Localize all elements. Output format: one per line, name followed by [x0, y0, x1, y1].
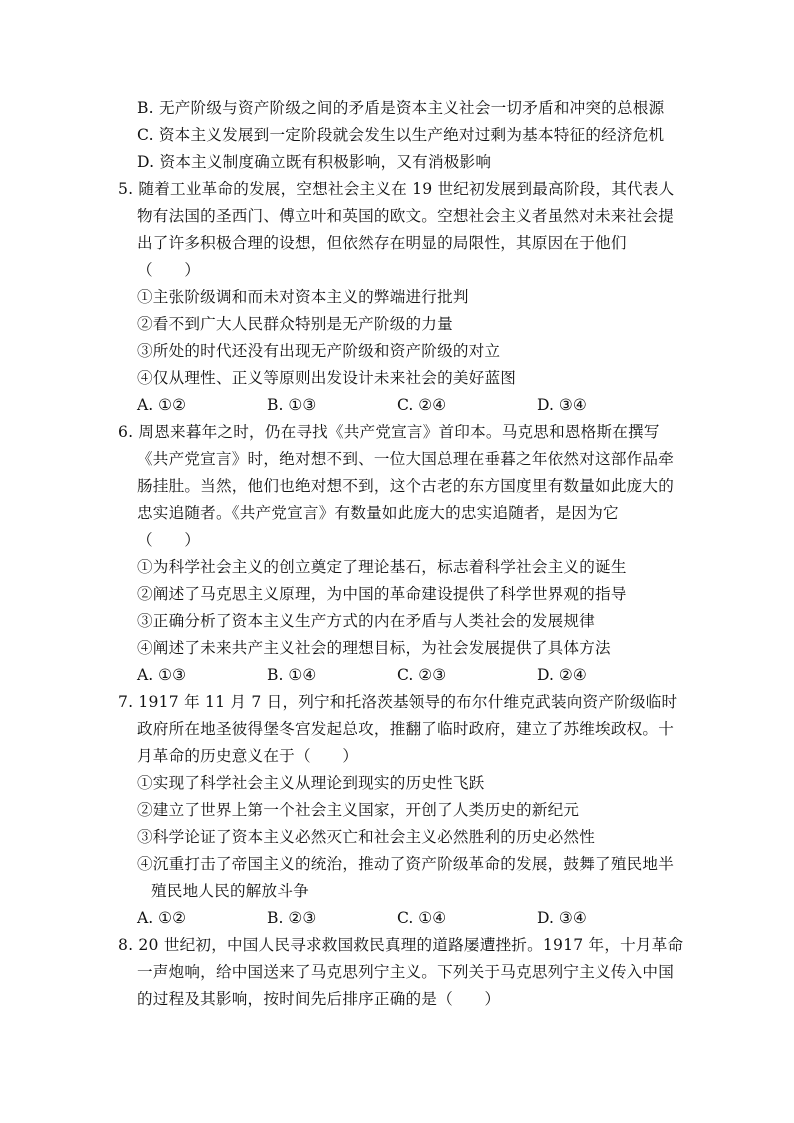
q8-stem-line-1: 8. 20 世纪初，中国人民寻求救国救民真理的道路屡遭挫折。1917 年，十月革命 — [118, 936, 684, 954]
q6-item-2: ②阐述了马克思主义原理，为中国的革命建设提供了科学世界观的指导 — [137, 585, 627, 603]
q7-item-2: ②建立了世界上第一个社会主义国家，开创了人类历史的新纪元 — [137, 801, 580, 819]
q5-item-1: ①主张阶级调和而未对资本主义的弊端进行批判 — [137, 288, 469, 306]
q6-choice-b: B. ①④ — [267, 666, 317, 684]
q7-item-4-continued: 殖民地人民的解放斗争 — [151, 882, 309, 900]
q5-choices — [137, 395, 597, 415]
q6-choice-d: D. ②④ — [537, 666, 587, 684]
q5-choice-c: C. ②④ — [397, 396, 447, 414]
q7-stem-line-1: 7. 1917 年 11 月 7 日，列宁和托洛茨基领导的布尔什维克武装向资产阶级临时 — [118, 693, 678, 711]
q6-choice-c: C. ②③ — [397, 666, 447, 684]
q7-choice-b: B. ②③ — [267, 909, 317, 927]
q6-stem-line-4: 忠实追随者。《共产党宣言》有数量如此庞大的忠实追随者，是因为它 — [137, 504, 619, 522]
q5-choice-b: B. ①③ — [267, 396, 317, 414]
q7-choice-d: D. ③④ — [537, 909, 587, 927]
q7-choices — [137, 908, 597, 928]
q5-stem-line-2: 物有法国的圣西门、傅立叶和英国的欧文。空想社会主义者虽然对未来社会提 — [137, 207, 674, 225]
q6-choice-a: A. ①③ — [137, 666, 187, 684]
q4-option-c: C. 资本主义发展到一定阶段就会发生以生产绝对过剩为基本特征的经济危机 — [137, 126, 665, 144]
q7-item-3: ③科学论证了资本主义必然灭亡和社会主义必然胜利的历史必然性 — [137, 828, 596, 846]
q8-stem-line-3: 的过程及其影响，按时间先后排序正确的是（ ） — [137, 990, 501, 1008]
q6-stem-line-3: 肠挂肚。当然，他们也绝对想不到，这个古老的东方国度里有数量如此庞大的 — [137, 477, 674, 495]
q6-item-3: ③正确分析了资本主义生产方式的内在矛盾与人类社会的发展规律 — [137, 612, 596, 630]
q7-choice-c: C. ①④ — [397, 909, 447, 927]
q5-item-4: ④仅从理性、正义等原则出发设计未来社会的美好蓝图 — [137, 369, 517, 387]
q5-choice-d: D. ③④ — [537, 396, 587, 414]
q5-answer-blank: （ ） — [137, 261, 201, 279]
q8-stem-line-2: 一声炮响，给中国送来了马克思列宁主义。下列关于马克思列宁主义传入中国 — [137, 963, 674, 981]
q6-stem-line-1: 6. 周恩来暮年之时，仍在寻找《共产党宣言》首印本。马克思和恩格斯在撰写 — [118, 423, 660, 441]
q6-stem-line-2: 《共产党宣言》时，绝对想不到、一位大国总理在垂暮之年依然对这部作品牵 — [137, 450, 674, 468]
q5-item-3: ③所处的时代还没有出现无产阶级和资产阶级的对立 — [137, 342, 501, 360]
q5-stem-line-1: 5. 随着工业革命的发展，空想社会主义在 19 世纪初发展到最高阶段，其代表人 — [118, 180, 675, 198]
q5-item-2: ②看不到广大人民群众特别是无产阶级的力量 — [137, 315, 453, 333]
q7-stem-line-2: 政府所在地圣彼得堡冬宫发起总攻，推翻了临时政府，建立了苏维埃政权。十 — [137, 720, 674, 738]
q7-choice-a: A. ①② — [137, 909, 187, 927]
q7-item-4: ④沉重打击了帝国主义的统治，推动了资产阶级革命的发展，鼓舞了殖民地半 — [137, 855, 674, 873]
q6-answer-blank: （ ） — [137, 531, 201, 549]
q5-stem-line-3: 出了许多积极合理的设想，但依然存在明显的局限性，其原因在于他们 — [137, 234, 627, 252]
q6-item-4: ④阐述了未来共产主义社会的理想目标，为社会发展提供了具体方法 — [137, 639, 611, 657]
q4-option-b: B. 无产阶级与资产阶级之间的矛盾是资本主义社会一切矛盾和冲突的总根源 — [137, 99, 665, 117]
q6-choices — [137, 665, 597, 685]
q7-stem-line-3: 月革命的历史意义在于（ ） — [137, 747, 359, 765]
q5-choice-a: A. ①② — [137, 396, 187, 414]
q7-item-1: ①实现了科学社会主义从理论到现实的历史性飞跃 — [137, 774, 485, 792]
q6-item-1: ①为科学社会主义的创立奠定了理论基石，标志着科学社会主义的诞生 — [137, 558, 627, 576]
q4-option-d: D. 资本主义制度确立既有积极影响，又有消极影响 — [137, 153, 492, 171]
